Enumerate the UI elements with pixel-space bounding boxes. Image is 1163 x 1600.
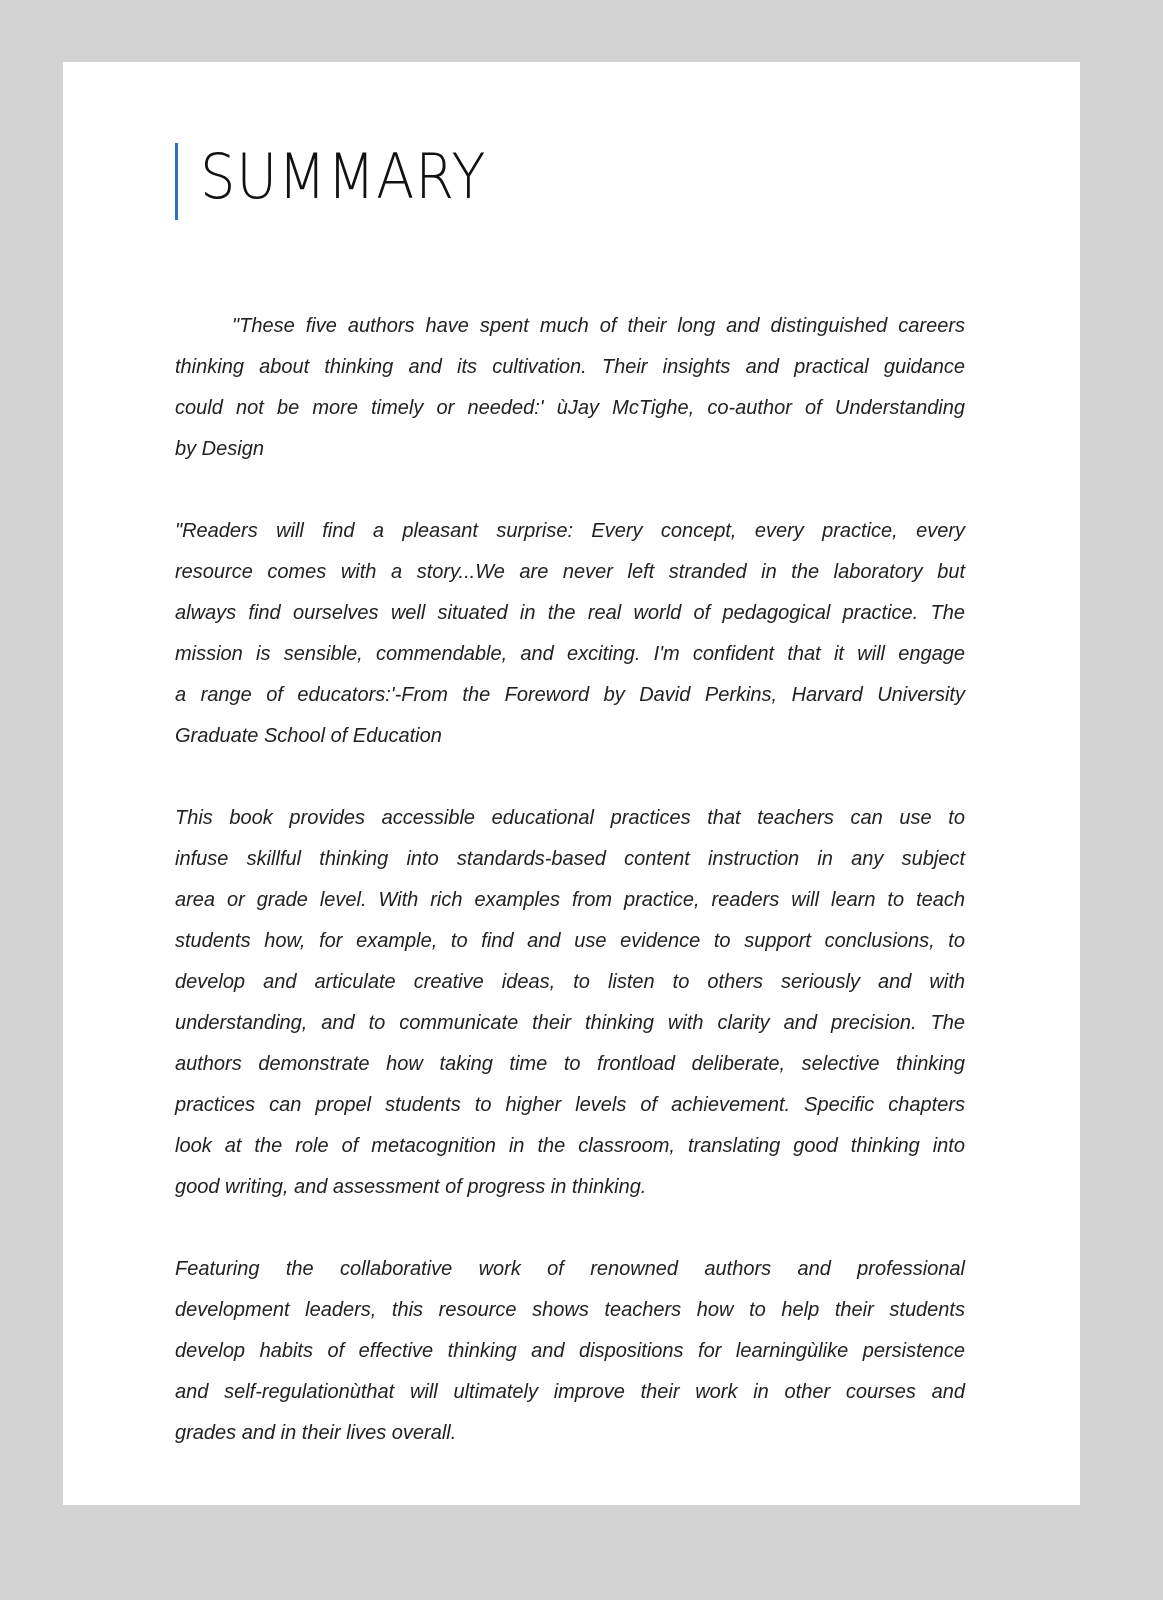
text-line: practices can propel students to higher levels of achievement. Specific chapters [175, 1094, 965, 1116]
text-line: develop habits of effective thinking and dispositions for learningùlike persistence [175, 1340, 965, 1362]
text-line: and self-regulationùthat will ultimately improve their work in other courses and [175, 1381, 965, 1403]
page-title: SUMMARY [200, 140, 487, 213]
text-line: grades and in their lives overall. [175, 1422, 457, 1444]
text-line: always find ourselves well situated in the real world of pedagogical practice. The [175, 602, 965, 624]
title-accent-bar [175, 143, 178, 220]
text-line: development leaders, this resource shows teachers how to help their students [175, 1299, 965, 1321]
text-line: a range of educators:'-From the Foreword by David Perkins, Harvard University [175, 684, 965, 706]
paragraph [175, 306, 965, 470]
text-line: This book provides accessible educational practices that teachers can use to [175, 807, 965, 829]
text-line: Graduate School of Education [175, 725, 442, 747]
document-page [63, 62, 1080, 1505]
text-line: students how, for example, to find and use evidence to support conclusions, to [175, 930, 965, 952]
text-line: "These five authors have spent much of their long and distinguished careers [232, 315, 965, 337]
text-line: by Design [175, 438, 264, 460]
text-line: could not be more timely or needed:' ùJay McTighe, co-author of Understanding [175, 397, 965, 419]
text-line: authors demonstrate how taking time to frontload deliberate, selective thinking [175, 1053, 965, 1075]
text-line: resource comes with a story...We are never left stranded in the laboratory but [175, 561, 965, 583]
summary-body [175, 306, 965, 1495]
paragraph [175, 798, 965, 1208]
text-line: thinking about thinking and its cultivation. Their insights and practical guidance [175, 356, 965, 378]
paragraph [175, 1249, 965, 1454]
paragraph [175, 511, 965, 757]
text-line: infuse skillful thinking into standards-based content instruction in any subject [175, 848, 965, 870]
text-line: "Readers will find a pleasant surprise: Every concept, every practice, every [175, 520, 965, 542]
text-line: area or grade level. With rich examples from practice, readers will learn to teach [175, 889, 965, 911]
text-line: Featuring the collaborative work of renowned authors and professional [175, 1258, 965, 1280]
text-line: develop and articulate creative ideas, to listen to others seriously and with [175, 971, 965, 993]
text-line: understanding, and to communicate their thinking with clarity and precision. The [175, 1012, 965, 1034]
text-line: look at the role of metacognition in the classroom, translating good thinking into [175, 1135, 965, 1157]
text-line: good writing, and assessment of progress in thinking. [175, 1176, 647, 1198]
text-line: mission is sensible, commendable, and exciting. I'm confident that it will engage [175, 643, 965, 665]
